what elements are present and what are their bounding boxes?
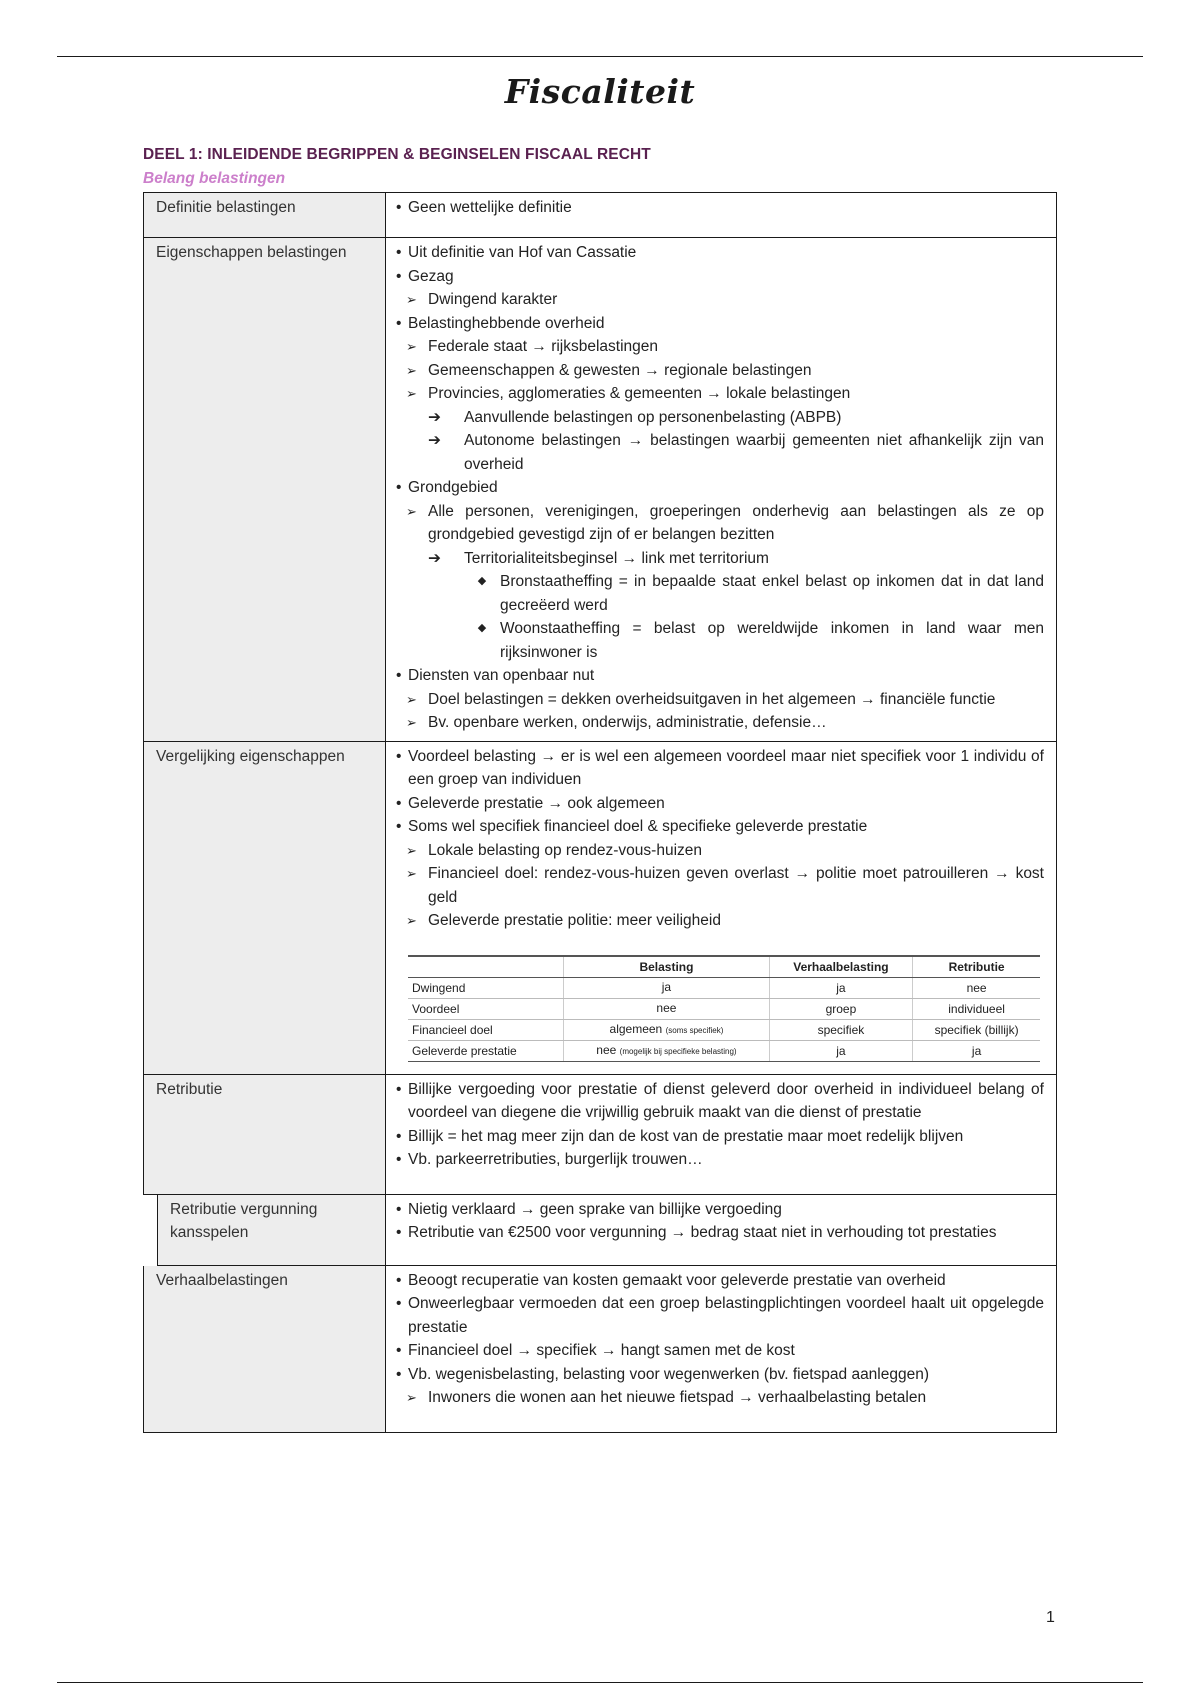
comparison-row	[408, 1019, 1040, 1040]
comparison-cell: Dwingend	[408, 977, 564, 998]
list-item: • Geleverde prestatie → ook algemeen	[396, 792, 1044, 816]
list-item: • Nietig verklaard → geen sprake van billijke vergoeding	[396, 1198, 1044, 1222]
list-item: • Diensten van openbaar nut	[396, 664, 1044, 688]
bullet-icon: •	[396, 1295, 402, 1312]
bullet-icon: •	[396, 314, 402, 332]
table-row-verhaalbelastingen	[143, 1266, 1057, 1433]
arrowhead-bullet-icon: ➢	[406, 362, 417, 378]
sub-heading: Belang belastingen	[143, 170, 286, 187]
bullet-icon: •	[396, 1200, 402, 1218]
arrowhead-bullet-icon: ➢	[406, 866, 417, 881]
arrowhead-bullet-icon: ➢	[406, 386, 417, 401]
list-item: ➔ Aanvullende belastingen op personenbelasting (ABPB)	[396, 406, 1044, 430]
list-item: • Retributie van €2500 voor vergunning → bedrag staat niet in verhouding tot prestaties	[396, 1221, 1044, 1245]
bullet-icon: •	[396, 818, 402, 835]
list-item: ◆ Bronstaatheffing = in bepaalde staat enkel belast op inkomen dat in dat land gecreëerd werd	[396, 570, 1044, 617]
list-item: ➢ Provincies, agglomeraties & gemeenten → lokale belastingen	[396, 382, 1044, 406]
list-item: • Vb. wegenisbelasting, belasting voor wegenwerken (bv. fietspad aanleggen)	[396, 1363, 1044, 1387]
comparison-cell: Financieel doel	[408, 1019, 564, 1040]
list-item: • Uit definitie van Hof van Cassatie	[396, 241, 1044, 265]
table-row-definitie	[143, 192, 1057, 238]
comparison-header: Retributie	[913, 956, 1040, 978]
list-item: ➢ Geleverde prestatie politie: meer veiligheid	[396, 909, 1044, 933]
row-content	[385, 1075, 1057, 1195]
list-item: • Voordeel belasting → er is wel een algemeen voordeel maar niet specifiek voor 1 individu of een groep van individuen	[396, 745, 1044, 792]
list-item: ➢ Bv. openbare werken, onderwijs, administratie, defensie…	[396, 711, 1044, 735]
bullet-icon: •	[396, 667, 402, 684]
arrowhead-bullet-icon: ➢	[406, 715, 417, 730]
bullet-icon: •	[396, 1151, 402, 1168]
comparison-row	[408, 977, 1040, 998]
comparison-cell: groep	[769, 998, 913, 1019]
comparison-table	[408, 955, 1040, 1062]
notes-table	[143, 192, 1057, 1433]
row-content	[385, 192, 1057, 238]
row-label: Vergelijking eigenschappen	[143, 742, 385, 1075]
table-row-retributie-vergunning	[143, 1195, 1057, 1266]
row-label: Retributie	[143, 1075, 385, 1195]
row-label: Verhaalbelastingen	[143, 1266, 385, 1433]
list-item: • Financieel doel → specifiek → hangt samen met de kost	[396, 1339, 1044, 1363]
diamond-bullet-icon: ◆	[477, 575, 487, 587]
table-row-retributie	[143, 1075, 1057, 1195]
list-item: ➢ Federale staat → rijksbelastingen	[396, 335, 1044, 359]
list-item: ➢ Lokale belasting op rendez-vous-huizen	[396, 839, 1044, 863]
comparison-cell: Geleverde prestatie	[408, 1040, 564, 1061]
list-item: ➢ Inwoners die wonen aan het nieuwe fietspad → verhaalbelasting betalen	[396, 1386, 1044, 1410]
list-item: ➢ Gemeenschappen & gewesten → regionale belastingen	[396, 359, 1044, 383]
bullet-icon: •	[396, 479, 402, 496]
arrowhead-bullet-icon: ➢	[406, 292, 417, 307]
bullet-icon: •	[396, 267, 402, 285]
comparison-header: Belasting	[564, 956, 769, 978]
bullet-icon: •	[396, 794, 402, 812]
comparison-cell: Voordeel	[408, 998, 564, 1019]
arrowhead-bullet-icon: ➢	[406, 913, 417, 928]
table-row-vergelijking	[143, 742, 1057, 1075]
comparison-row	[408, 998, 1040, 1019]
comparison-cell: ja	[769, 977, 913, 998]
list-item: ➢ Doel belastingen = dekken overheidsuitgaven in het algemeen → financiële functie	[396, 688, 1044, 712]
arrowhead-bullet-icon: ➢	[406, 842, 417, 858]
row-content	[385, 1266, 1057, 1433]
list-item: ➢ Alle personen, verenigingen, groeperingen onderhevig aan belastingen als ze op grondgebied gevestigd zijn of er belangen bezitten	[396, 500, 1044, 547]
comparison-cell: ja	[564, 977, 769, 998]
comparison-cell: nee	[564, 998, 769, 1019]
bullet-icon: •	[396, 1127, 402, 1145]
list-item: ➔ Territorialiteitsbeginsel → link met territorium	[396, 547, 1044, 571]
comparison-cell: individueel	[913, 998, 1040, 1019]
list-item: • Belastinghebbende overheid	[396, 312, 1044, 336]
list-item: ➔ Autonome belastingen → belastingen waarbij gemeenten niet afhankelijk zijn van overheid	[396, 429, 1044, 476]
list-item: • Gezag	[396, 265, 1044, 289]
list-item: • Beoogt recuperatie van kosten gemaakt voor geleverde prestatie van overheid	[396, 1269, 1044, 1293]
comparison-cell: algemeen (soms specifiek)	[564, 1019, 769, 1040]
row-label: Eigenschappen belastingen	[143, 238, 385, 742]
table-row-eigenschappen	[143, 238, 1057, 742]
comparison-row	[408, 1040, 1040, 1061]
comparison-cell: nee	[913, 977, 1040, 998]
arrowhead-bullet-icon: ➢	[406, 691, 417, 707]
bottom-rule	[57, 1682, 1143, 1683]
list-item: ➢ Dwingend karakter	[396, 288, 1044, 312]
bullet-icon: •	[396, 747, 402, 765]
arrowhead-bullet-icon: ➢	[406, 503, 417, 519]
bullet-icon: •	[396, 1080, 402, 1098]
arrowhead-bullet-icon: ➢	[406, 1390, 417, 1405]
comparison-cell: ja	[913, 1040, 1040, 1061]
page-number: 1	[1046, 1609, 1055, 1626]
list-item: ◆ Woonstaatheffing = belast op wereldwijde inkomen in land waar men rijksinwoner is	[396, 617, 1044, 664]
list-item: ➢ Financieel doel: rendez-vous-huizen geven overlast → politie moet patrouilleren → kost geld	[396, 862, 1044, 909]
comparison-header: Verhaalbelasting	[769, 956, 913, 978]
arrow-bullet-icon: ➔	[428, 408, 441, 426]
page-title: Fiscaliteit	[504, 72, 696, 111]
bullet-icon: •	[396, 1342, 402, 1359]
bullet-icon: •	[396, 1224, 402, 1241]
row-content	[385, 1195, 1057, 1266]
bullet-icon: •	[396, 1365, 402, 1383]
comparison-header	[408, 956, 564, 978]
bullet-icon: •	[396, 1271, 402, 1289]
row-label: Retributie vergunning kansspelen	[157, 1195, 385, 1266]
bullet-icon: •	[396, 199, 402, 216]
list-item: • Soms wel specifiek financieel doel & specifieke geleverde prestatie	[396, 815, 1044, 839]
comparison-cell: specifiek (billijk)	[913, 1019, 1040, 1040]
row-label: Definitie belastingen	[143, 192, 385, 238]
comparison-cell: ja	[769, 1040, 913, 1061]
arrow-bullet-icon: ➔	[428, 549, 441, 567]
list-item: • Grondgebied	[396, 476, 1044, 500]
list-item: • Billijk = het mag meer zijn dan de kost van de prestatie maar moet redelijk blijven	[396, 1125, 1044, 1149]
list-item: • Billijke vergoeding voor prestatie of dienst geleverd door overheid in individueel belang of voordeel van diegene die vrijwillig gebruik maakt van die dienst of prestatie	[396, 1078, 1044, 1125]
top-rule	[57, 56, 1143, 57]
section-heading: DEEL 1: INLEIDENDE BEGRIPPEN & BEGINSELEN FISCAAL RECHT	[143, 146, 651, 163]
list-item: • Geen wettelijke definitie	[396, 196, 1044, 220]
arrowhead-bullet-icon: ➢	[406, 339, 417, 354]
comparison-cell: nee (mogelijk bij specifieke belasting)	[564, 1040, 769, 1061]
bullet-icon: •	[396, 244, 402, 261]
list-item: • Onweerlegbaar vermoeden dat een groep belastingplichtingen voordeel haalt uit opgelegde prestatie	[396, 1292, 1044, 1339]
arrow-bullet-icon: ➔	[428, 432, 441, 449]
row-content	[385, 742, 1057, 1075]
diamond-bullet-icon: ◆	[477, 622, 487, 634]
row-content	[385, 238, 1057, 742]
list-item: • Vb. parkeerretributies, burgerlijk trouwen…	[396, 1148, 1044, 1172]
comparison-cell: specifiek	[769, 1019, 913, 1040]
comparison-header-row	[408, 956, 1040, 978]
